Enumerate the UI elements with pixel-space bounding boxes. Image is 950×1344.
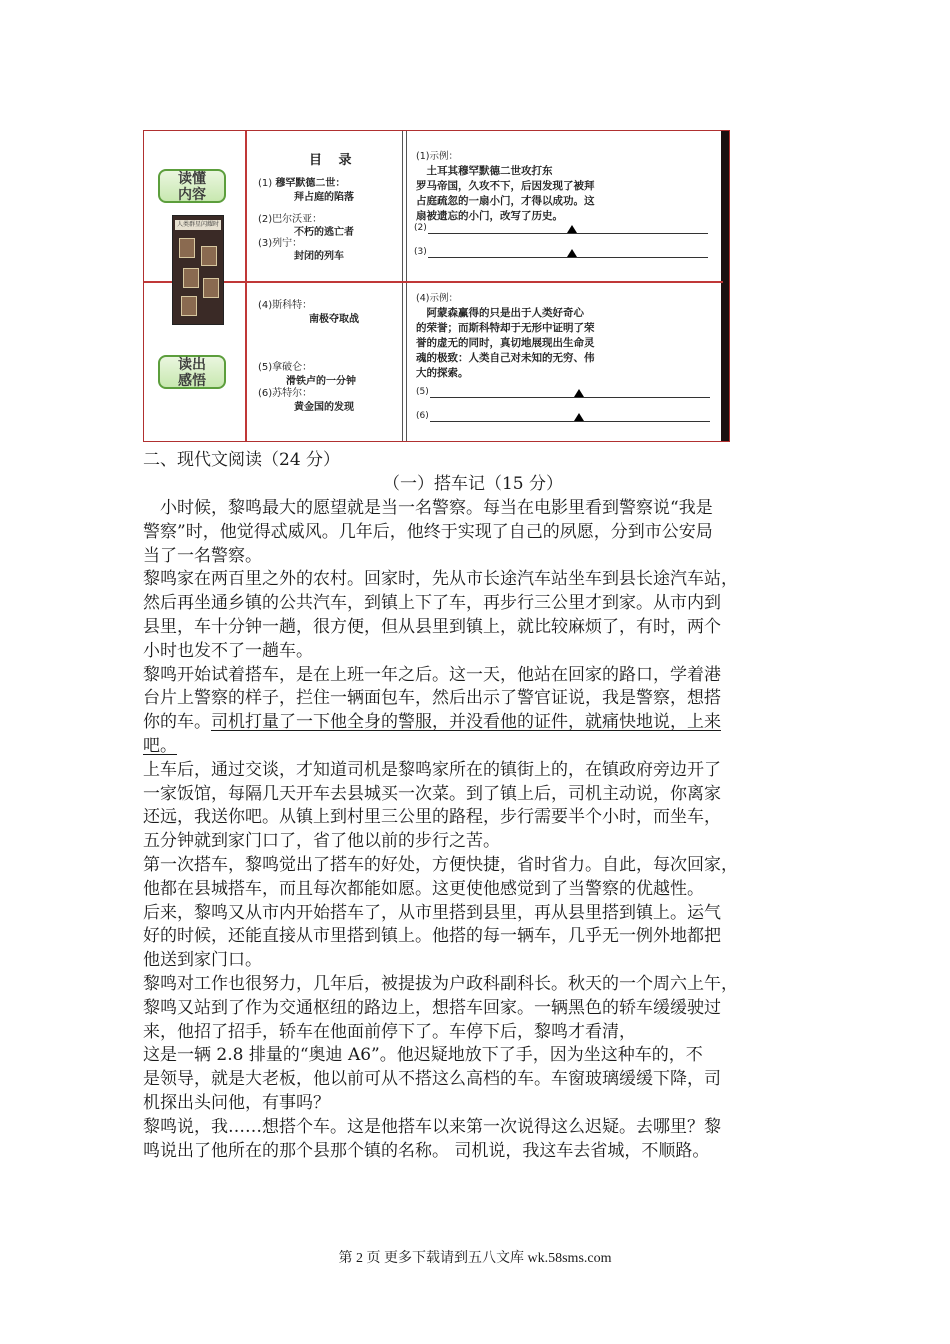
text-line: 鸣说出了他所在的那个县那个镇的名称。 司机说，我这车去省城，不顺路。: [143, 1140, 710, 1161]
figure-divider: [402, 131, 403, 441]
example-line: 的荣誉；而斯科特却于无形中证明了荣: [416, 322, 595, 334]
blank-label: (3): [414, 247, 427, 257]
text-line: 这是一辆 2.8 排量的“奥迪 A6”。他迟疑地放下了手，因为坐这种车的，不: [143, 1045, 703, 1066]
toc-item-title: 南极夺取战: [309, 314, 359, 325]
text-line: 黎鸣家在两百里之外的农村。回家时，先从市长途汽车站坐车到县长途汽车站，: [143, 569, 738, 590]
blank-label: (6): [416, 411, 429, 421]
figure-divider: [245, 131, 247, 441]
text-line: 黎鸣对工作也很努力，几年后，被提拔为户政科副科长。秋天的一个周六上午，: [143, 973, 738, 994]
tag-text: 感悟: [178, 373, 206, 389]
answer-blank: [430, 421, 710, 422]
text-line: 后来，黎鸣又从市内开始搭车了，从市里搭到县里，再从县里搭到镇上。运气: [143, 902, 721, 923]
portrait-image: [203, 278, 219, 298]
article-body: [143, 497, 803, 1163]
example-label: (1)示例：: [416, 151, 458, 162]
text-line: 黎鸣又站到了作为交通枢纽的路边上，想搭车回家。一辆黑色的轿车缓缓驶过: [143, 997, 721, 1018]
toc-item: (4)斯科特：: [258, 300, 313, 311]
sub-heading: （一）搭车记（15 分）: [382, 474, 564, 494]
section-heading: 二、现代文阅读（24 分）: [143, 450, 341, 470]
text-line: 小时候，黎鸣最大的愿望就是当一名警察。每当在电影里看到警察说“我是: [143, 498, 713, 518]
text-line: 黎鸣说，我……想搭个车。这是他搭车以来第一次说得这么迟疑。去哪里？黎: [143, 1116, 721, 1137]
text-line: 台片上警察的样子，拦住一辆面包车，然后出示了警官证说，我是警察，想搭: [143, 688, 721, 709]
tag-text: 读懂: [178, 171, 206, 187]
reading-chart-figure: [143, 130, 730, 442]
text-line: 他都在县城搭车，而且每次都能如愿。这更使他感觉到了当警察的优越性。: [143, 878, 704, 899]
text-line: 来，他招了招手，轿车在他面前停下了。车停下后，黎鸣才看清，: [143, 1021, 636, 1042]
figure-divider: [144, 281, 723, 283]
example-line: 魂的极致：人类自己对未知的无穷、伟: [416, 352, 595, 364]
toc-item-title: 黄金国的发现: [294, 402, 354, 413]
tag-read-feeling: [158, 355, 226, 389]
text-line: 还远，我送你吧。从镇上到村里三公里的路程，步行需要半个小时，而坐车，: [143, 807, 721, 828]
example-line: 阿蒙森赢得的只是出于人类好奇心: [416, 307, 584, 319]
toc-item: (5)拿破仑：: [258, 362, 313, 373]
blank-label: (2): [414, 223, 427, 233]
example-label: (4)示例：: [416, 293, 458, 304]
answer-blank: [430, 397, 710, 398]
triangle-icon: [567, 249, 577, 257]
toc-item-title: 不朽的逃亡者: [294, 227, 354, 238]
toc-item-title: 滑铁卢的一分钟: [286, 376, 356, 387]
text-line: 五分钟就到家门口了，省了他以前的步行之苦。: [143, 831, 500, 852]
example-1: [416, 149, 716, 224]
figure-right-bar: [721, 131, 729, 441]
text-line: 上车后，通过交谈，才知道司机是黎鸣家所在的镇街上的，在镇政府旁边开了: [143, 759, 721, 780]
underlined-text: 司机打量了一下他全身的警服，并没看他的证件，就痛快地说，上来: [211, 712, 721, 733]
text-line: [143, 735, 803, 759]
toc-item-title: 拜占庭的陷落: [294, 192, 354, 203]
text-line: 然后再坐通乡镇的公共汽车，到镇上下了车，再步行三公里才到家。从市内到: [143, 593, 721, 614]
toc-item: (1) 穆罕默德二世：: [258, 178, 346, 189]
triangle-icon: [574, 389, 584, 397]
answer-blank: [428, 257, 708, 258]
triangle-icon: [567, 225, 577, 233]
text-line: 小时也发不了一趟车。: [143, 640, 313, 661]
text-line: 他送到家门口。: [143, 950, 262, 971]
underlined-text: 吧。: [143, 735, 177, 756]
text-line: 是领导，就是大老板，他以前可从不搭这么高档的车。车窗玻璃缓缓下降，司: [143, 1069, 721, 1090]
example-line: 罗马帝国，久攻不下，后因发现了被拜: [416, 180, 595, 192]
text-line: 你的车。司机打量了一下他全身的警服，并没看他的证件，就痛快地说，上来: [143, 712, 721, 733]
portrait-image: [181, 296, 197, 316]
text-line: 第一次搭车，黎鸣觉出了搭车的好处，方便快捷，省时省力。自此，每次回家，: [143, 854, 738, 875]
portrait-image: [183, 268, 199, 288]
tag-text: 读出: [178, 357, 206, 373]
book-title: 人类群星闪耀时: [176, 221, 219, 228]
text-line: 好的时候，还能直接从市里搭到镇上。他搭的每一辆车，几乎无一例外地都把: [143, 926, 721, 947]
page-footer: 第 2 页 更多下载请到五八文库 wk.58sms.com: [338, 1251, 612, 1266]
toc-item: (2)巴尔沃亚：: [258, 214, 323, 225]
answer-blank: [428, 233, 708, 234]
example-line: 大的探索。: [416, 367, 469, 379]
text-line: 当了一名警察。: [143, 545, 262, 566]
toc-item: (6)苏特尔：: [258, 388, 313, 399]
triangle-icon: [574, 413, 584, 421]
book-cover-image: [172, 215, 224, 325]
example-line: 占庭疏忽的一扇小门，才得以成功。这: [416, 195, 595, 207]
portrait-image: [201, 246, 217, 266]
text-line: 机探出头问他，有事吗？: [143, 1092, 330, 1113]
toc-item: (3)列宁：: [258, 238, 303, 249]
figure-divider: [406, 131, 407, 441]
text-line: 县里，车十分钟一趟，很方便，但从县里到镇上，就比较麻烦了，有时，两个: [143, 616, 721, 637]
example-line: 扇被遗忘的小门，改写了历史。: [416, 210, 563, 222]
text-line: 一家饭馆，每隔几天开车去县城买一次菜。到了镇上后，司机主动说，你离家: [143, 783, 721, 804]
example-line: 土耳其穆罕默德二世攻打东: [416, 165, 553, 177]
text-line: 警察”时，他觉得忒威风。几年后，他终于实现了自己的夙愿，分到市公安局: [143, 521, 713, 542]
blank-label: (5): [416, 387, 429, 397]
toc-item-title: 封闭的列车: [294, 251, 344, 262]
text-line: 黎鸣开始试着搭车，是在上班一年之后。这一天，他站在回家的路口，学着港: [143, 664, 721, 685]
example-4: [416, 291, 716, 381]
toc-title: 目 录: [309, 153, 358, 168]
portrait-image: [179, 238, 195, 258]
tag-text: 内容: [178, 187, 206, 203]
tag-read-content: [158, 169, 226, 203]
example-line: 誉的虚无的同时，真切地展现出生命灵: [416, 337, 595, 349]
